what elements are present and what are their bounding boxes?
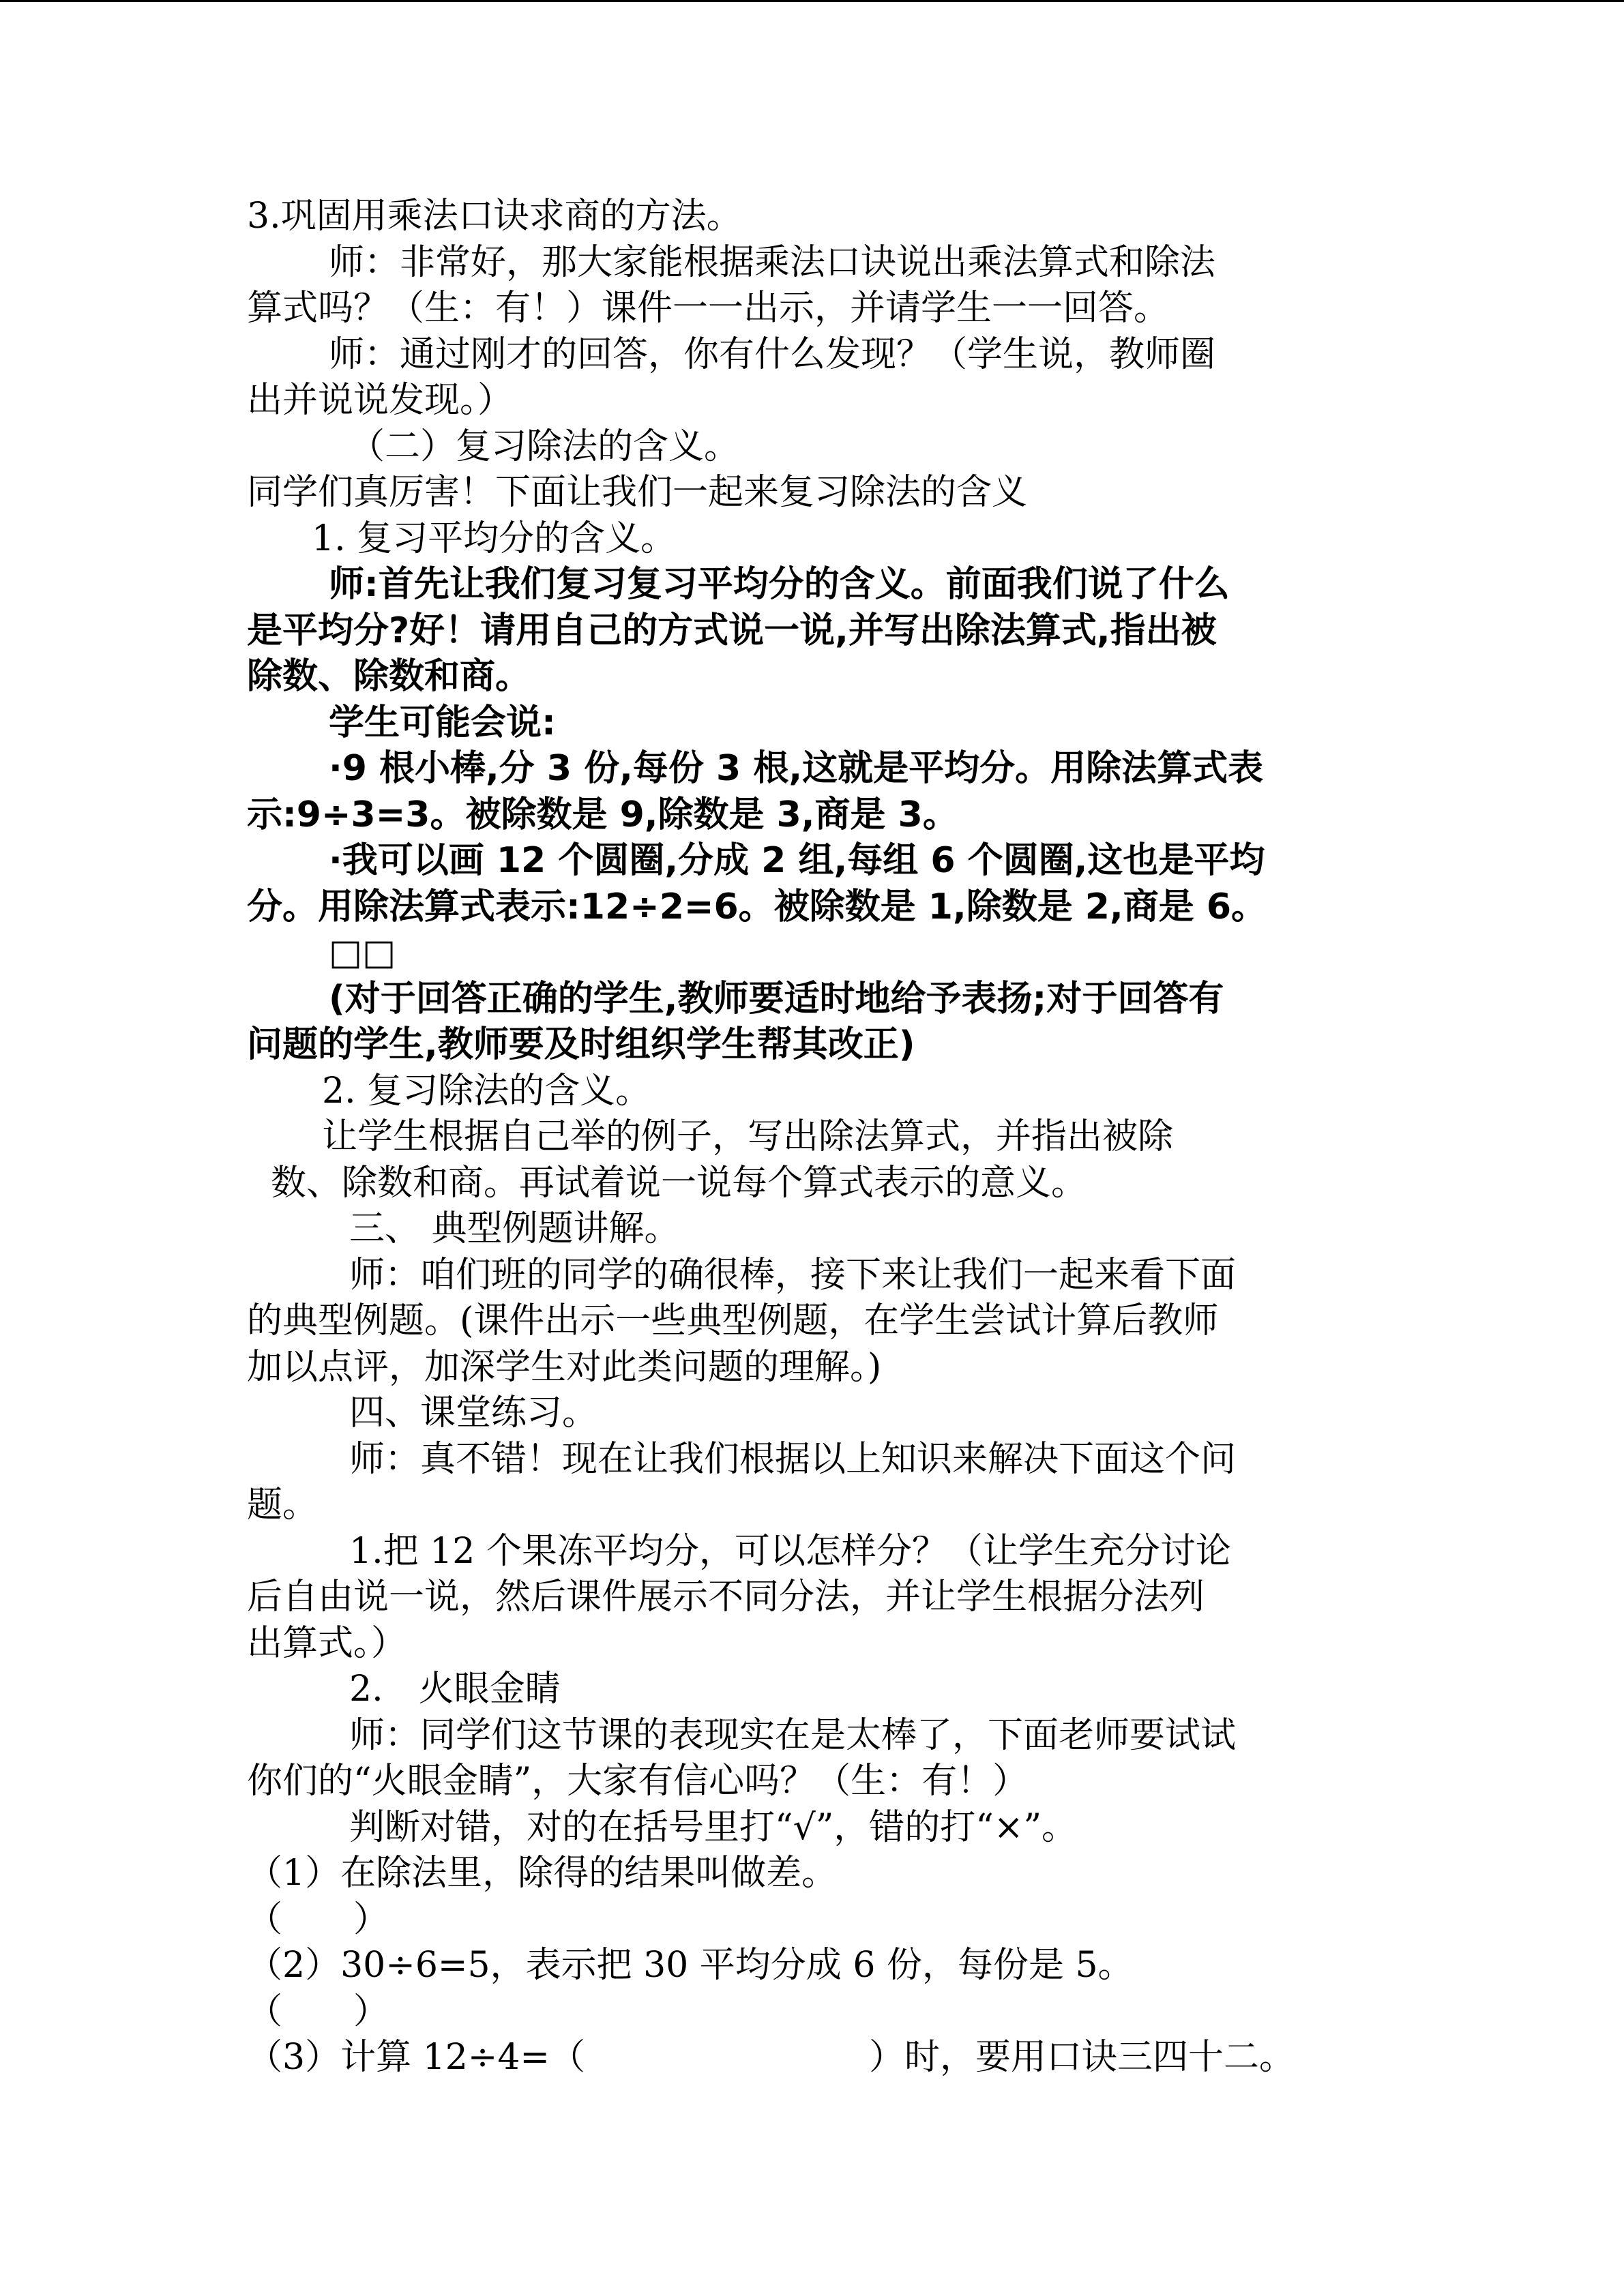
bullet-line: ·9 根小棒,分 3 份,每份 3 根,这就是平均分。用除法算式表 <box>329 748 1264 789</box>
section-heading: 三、 典型例题讲解。 <box>349 1208 680 1249</box>
text-line: 题。 <box>247 1485 319 1525</box>
question-line: （2）30÷6=5，表示把 30 平均分成 6 份，每份是 5。 <box>247 1945 1134 1986</box>
text-line: 师：通过刚才的回答，你有什么发现？（学生说，教师圈 <box>329 333 1216 375</box>
answer-bracket: （ ） <box>247 1991 389 2032</box>
text-line: 学生可能会说: <box>329 702 556 743</box>
question-line: （3）计算 12÷4=（ ）时，要用口诀三四十二。 <box>247 2037 1295 2078</box>
text-line: 算式吗？（生：有！）课件一一出示，并请学生一一回答。 <box>247 288 1170 329</box>
document-page <box>247 194 1379 2081</box>
placeholder-boxes: □□ <box>329 932 396 973</box>
text-line: 分。用除法算式表示:12÷2=6。被除数是 1,除数是 2,商是 6。 <box>247 886 1267 927</box>
text-line: 问题的学生,教师要及时组织学生帮其改正) <box>247 1024 915 1065</box>
section-heading: 四、课堂练习。 <box>349 1392 598 1433</box>
text-line: 1.把 12 个果冻平均分，可以怎样分？（让学生充分讨论 <box>349 1530 1231 1572</box>
text-line: 的典型例题。(课件出示一些典型例题，在学生尝试计算后教师 <box>247 1300 1219 1341</box>
text-line: 你们的“火眼金睛”，大家有信心吗？（生：有！） <box>247 1761 1029 1802</box>
question-line: （1）在除法里，除得的结果叫做差。 <box>247 1853 838 1894</box>
text-line: 加以点评，加深学生对此类问题的理解。) <box>247 1346 882 1388</box>
text-line: 同学们真厉害！下面让我们一起来复习除法的含义 <box>247 472 1028 513</box>
text-line: 是平均分?好！请用自己的方式说一说,并写出除法算式,指出被 <box>247 610 1217 651</box>
page-top-border <box>0 0 1624 2</box>
subsection-heading: 2. 火眼金睛 <box>349 1669 561 1710</box>
text-line: 出算式。） <box>247 1622 407 1664</box>
text-line: 出并说说发现。） <box>247 380 514 421</box>
text-line: 后自由说一说，然后课件展示不同分法，并让学生根据分法列 <box>247 1577 1205 1617</box>
text-line: 师:首先让我们复习复习平均分的含义。前面我们说了什么 <box>329 564 1230 605</box>
subsection-heading: 2. 复习除法的含义。 <box>322 1070 651 1112</box>
text-line: 数、除数和商。再试着说一说每个算式表示的意义。 <box>271 1162 1087 1204</box>
answer-bracket: （ ） <box>247 1898 389 1940</box>
text-line: 师：非常好，那大家能根据乘法口诀说出乘法算式和除法 <box>329 241 1216 283</box>
text-line: 师：真不错！现在让我们根据以上知识来解决下面这个问 <box>349 1438 1237 1480</box>
text-line: 除数、除数和商。 <box>247 656 531 697</box>
text-line: 让学生根据自己举的例子，写出除法算式，并指出被除 <box>322 1116 1174 1157</box>
text-line: 师：同学们这节课的表现实在是太棒了，下面老师要试试 <box>349 1714 1237 1756</box>
section-heading: （二）复习除法的含义。 <box>349 426 740 467</box>
subsection-heading: 1. 复习平均分的含义。 <box>312 518 677 559</box>
bullet-line: ·我可以画 12 个圆圈,分成 2 组,每组 6 个圆圈,这也是平均 <box>329 840 1265 881</box>
text-line: 判断对错，对的在括号里打“√”，错的打“×”。 <box>349 1806 1078 1848</box>
text-line: (对于回答正确的学生,教师要适时地给予表扬;对于回答有 <box>329 978 1224 1019</box>
text-line: 示:9÷3=3。被除数是 9,除数是 3,商是 3。 <box>247 794 958 835</box>
text-line: 3.巩固用乘法口诀求商的方法。 <box>247 196 742 237</box>
text-line: 师：咱们班的同学的确很棒，接下来让我们一起来看下面 <box>349 1254 1237 1296</box>
